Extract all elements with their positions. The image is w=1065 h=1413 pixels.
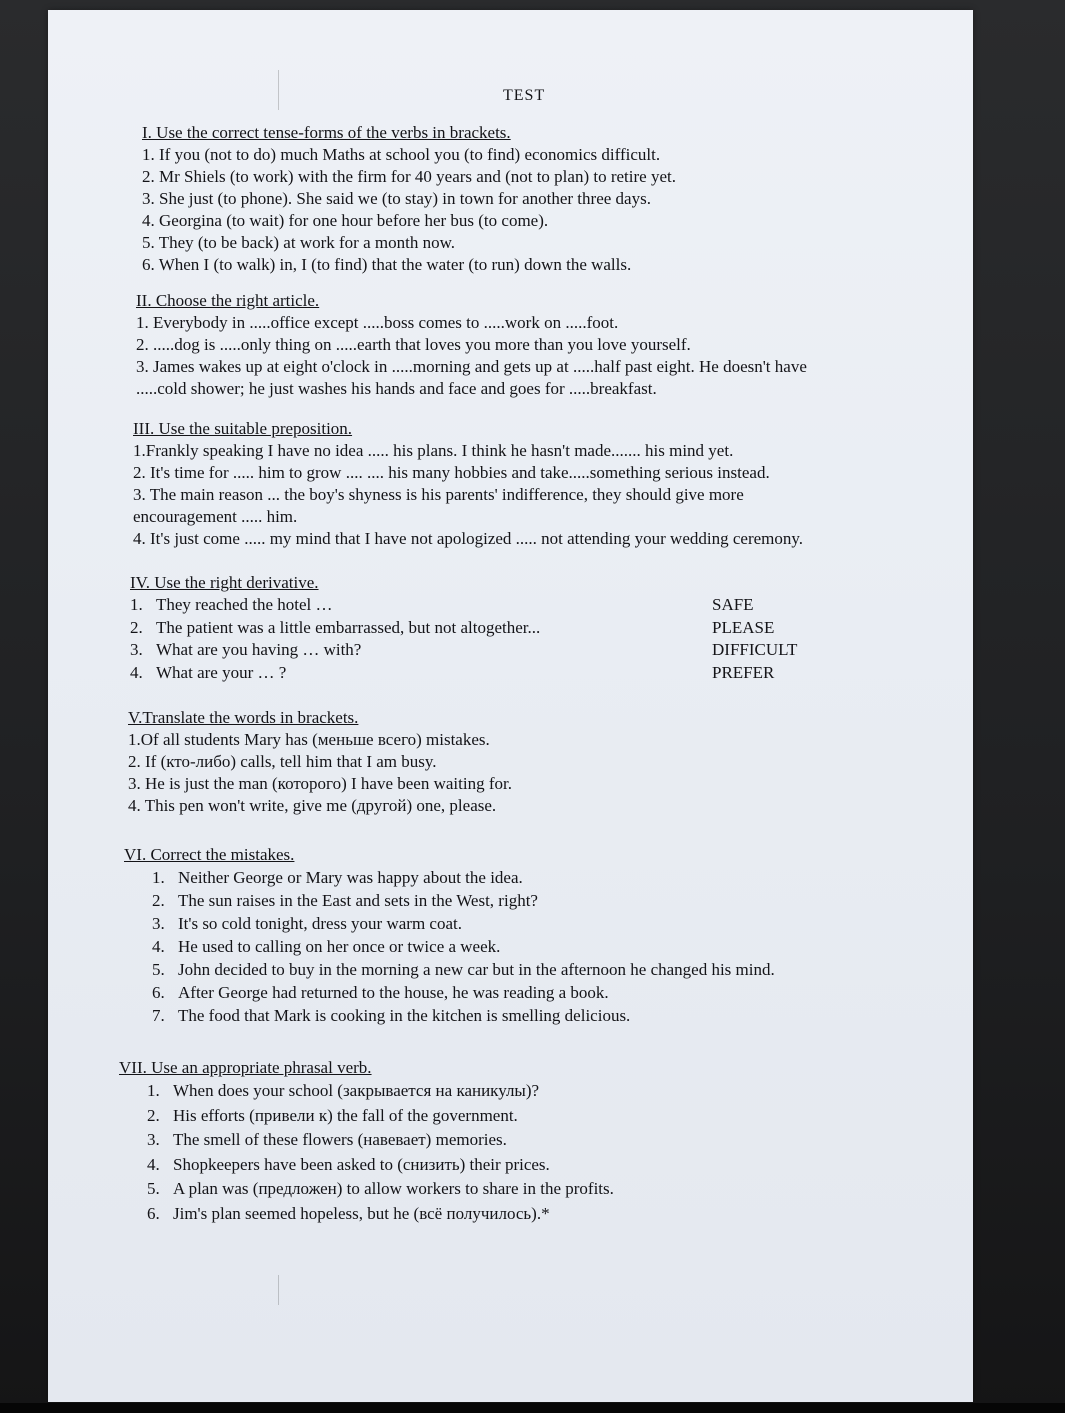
- item-text: What are you having … with?: [156, 640, 362, 659]
- list-item: [147, 1202, 939, 1227]
- item-text: The sun raises in the East and sets in the West, right?: [178, 891, 538, 910]
- exercise-line: 4. It's just come ..... my mind that I have not apologized ..... not attending your wedding ceremony.: [133, 529, 804, 548]
- list-item: [152, 1004, 944, 1027]
- exercise-line: 2. If (кто-либо) calls, tell him that I am busy.: [128, 752, 437, 771]
- item-text: They reached the hotel …: [156, 595, 333, 614]
- section-2-articles: [136, 290, 956, 400]
- item-number: 1.: [130, 595, 143, 614]
- item-text: When does your school (закрывается на каникулы)?: [173, 1081, 540, 1100]
- item-text: The food that Mark is cooking in the kitchen is smelling delicious.: [178, 1006, 631, 1025]
- item-text: Neither George or Mary was happy about the idea.: [178, 868, 523, 887]
- list-item: [152, 912, 944, 935]
- list-item: [152, 958, 944, 981]
- list-item: [130, 594, 950, 617]
- section-heading: V.Translate the words in brackets.: [128, 708, 359, 727]
- exercise-line: 3. He is just the man (которого) I have been waiting for.: [128, 774, 512, 793]
- item-number: 3.: [152, 914, 165, 933]
- section-heading: IV. Use the right derivative.: [130, 573, 319, 592]
- item-number: 3.: [130, 640, 143, 659]
- item-number: 4.: [152, 937, 165, 956]
- exercise-line: 1.Frankly speaking I have no idea ..... his plans. I think he hasn't made....... his mind yet.: [133, 441, 734, 460]
- item-number: 4.: [130, 662, 143, 682]
- item-text: A plan was (предложен) to allow workers to share in the profits.: [173, 1179, 614, 1198]
- list-item: [130, 639, 950, 662]
- exercise-line: 1. Everybody in .....office except .....boss comes to .....work on .....foot.: [136, 313, 619, 332]
- section-heading: VI. Correct the mistakes.: [124, 845, 295, 864]
- list-item: [152, 935, 944, 958]
- section-3-prepositions: [133, 418, 953, 550]
- photo-bottom-edge: [0, 1403, 1065, 1413]
- list-item: [152, 866, 944, 889]
- section-heading: III. Use the suitable preposition.: [133, 419, 353, 438]
- list-item: [130, 617, 950, 640]
- item-number: 6.: [152, 983, 165, 1002]
- root-word: PREFER: [712, 662, 775, 682]
- list-item: [147, 1079, 939, 1104]
- section-1-tense-forms: [142, 122, 962, 276]
- section-6-correct-mistakes: [124, 844, 944, 1027]
- item-number: 1.: [147, 1081, 160, 1100]
- item-text: The patient was a little embarrassed, but not altogether...: [156, 617, 541, 637]
- section-heading: I. Use the correct tense-forms of the verbs in brackets.: [142, 123, 511, 142]
- list-item: [152, 981, 944, 1004]
- exercise-line: .....cold shower; he just washes his hands and face and goes for .....breakfast.: [136, 379, 657, 398]
- item-text: It's so cold tonight, dress your warm coat.: [178, 914, 462, 933]
- paper-crease: [278, 1275, 279, 1305]
- list-item: [147, 1177, 939, 1202]
- item-number: 5.: [152, 960, 165, 979]
- item-number: 3.: [147, 1130, 160, 1149]
- item-text: Jim's plan seemed hopeless, but he (всё получилось).*: [173, 1203, 550, 1223]
- root-word: PLEASE: [712, 617, 775, 637]
- list-item: [147, 1153, 939, 1178]
- item-text: Shopkeepers have been asked to (снизить) their prices.: [173, 1154, 550, 1174]
- section-5-translate: [128, 707, 948, 817]
- paper-crease: [278, 70, 279, 110]
- section-7-phrasal-verbs: [119, 1057, 939, 1226]
- item-text: John decided to buy in the morning a new car but in the afternoon he changed his mind.: [178, 960, 775, 979]
- section-4-derivatives: [130, 572, 950, 684]
- item-number: 4.: [147, 1154, 160, 1174]
- item-number: 7.: [152, 1006, 165, 1025]
- exercise-line: 3. She just (to phone). She said we (to stay) in town for another three days.: [142, 189, 651, 208]
- item-text: His efforts (привели к) the fall of the government.: [173, 1105, 518, 1125]
- exercise-line: 6. When I (to walk) in, I (to find) that the water (to run) down the walls.: [142, 255, 632, 274]
- item-number: 2.: [147, 1105, 160, 1125]
- page-title: TEST: [503, 87, 546, 104]
- item-number: 2.: [152, 891, 165, 910]
- exercise-line: 2. It's time for ..... him to grow .... .... his many hobbies and take.....something serious instead.: [133, 463, 770, 482]
- item-number: 6.: [147, 1203, 160, 1223]
- exercise-line: 4. Georgina (to wait) for one hour before her bus (to come).: [142, 211, 549, 230]
- exercise-line: encouragement ..... him.: [133, 507, 298, 526]
- exercise-line: 3. The main reason ... the boy's shyness is his parents' indifference, they should give more: [133, 485, 744, 504]
- item-text: What are your … ?: [156, 662, 287, 682]
- list-item: [147, 1104, 939, 1129]
- root-word: DIFFICULT: [712, 640, 798, 659]
- item-number: 5.: [147, 1179, 160, 1198]
- exercise-line: 1. If you (not to do) much Maths at school you (to find) economics difficult.: [142, 145, 661, 164]
- item-text: He used to calling on her once or twice a week.: [178, 937, 501, 956]
- exercise-line: 1.Of all students Mary has (меньше всего) mistakes.: [128, 730, 490, 749]
- item-text: After George had returned to the house, he was reading a book.: [178, 983, 609, 1002]
- exercise-line: 4. This pen won't write, give me (другой) one, please.: [128, 796, 497, 815]
- item-number: 1.: [152, 868, 165, 887]
- list-item: [130, 662, 950, 685]
- item-text: The smell of these flowers (навевает) memories.: [173, 1130, 507, 1149]
- list-item: [152, 889, 944, 912]
- exercise-line: 5. They (to be back) at work for a month now.: [142, 233, 455, 252]
- exercise-line: 2. Mr Shiels (to work) with the firm for 40 years and (not to plan) to retire yet.: [142, 167, 676, 186]
- list-item: [147, 1128, 939, 1153]
- exercise-line: 2. .....dog is .....only thing on .....earth that loves you more than you love yourself.: [136, 335, 691, 354]
- test-paper-sheet: [48, 10, 973, 1402]
- exercise-line: 3. James wakes up at eight o'clock in .....morning and gets up at .....half past eight. He doesn't have: [136, 357, 807, 376]
- section-heading: VII. Use an appropriate phrasal verb.: [119, 1058, 372, 1077]
- item-number: 2.: [130, 617, 143, 637]
- root-word: SAFE: [712, 595, 754, 614]
- section-heading: II. Choose the right article.: [136, 291, 320, 310]
